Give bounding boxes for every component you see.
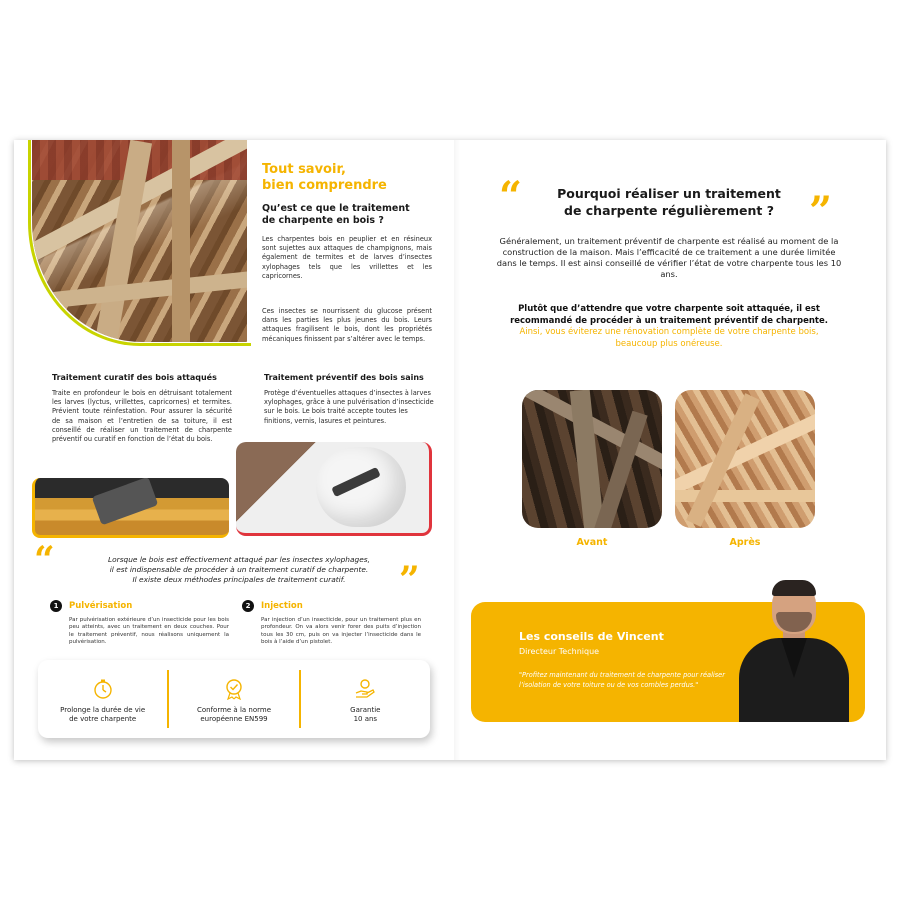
- protective-suit-spraying-photo: [236, 442, 432, 536]
- certified-badge-icon: [223, 678, 245, 700]
- guarantees-card: [38, 660, 430, 738]
- guarantee-norm: Conforme à la norme européenne EN599: [169, 674, 298, 725]
- preventive-text: Protège d’éventuelles attaques d’insectes à larves xylophages, grâce à une pulvérisation d’insecticide sur le bois. Le bois traité accepte toutes les finitions, vernis, lasures et peintures.: [264, 389, 434, 425]
- right-page-title: Pourquoi réaliser un traitement de charpente régulièrement ?: [557, 186, 781, 218]
- advisor-title: Les conseils de Vincent: [519, 630, 664, 643]
- step-number-1: 1: [50, 600, 62, 612]
- step-number-2: 2: [242, 600, 254, 612]
- curative-title: Traitement curatif des bois attaqués: [52, 373, 217, 382]
- hand-coin-icon: [354, 678, 376, 700]
- brochure-spread: [14, 140, 886, 760]
- before-photo: [522, 390, 662, 528]
- after-photo: [675, 390, 815, 528]
- after-label: Après: [729, 537, 761, 548]
- close-quote-icon: ”: [399, 559, 420, 601]
- page-fold: [454, 140, 460, 760]
- intro-paragraph-2: Ces insectes se nourrissent du glucose présent dans les parties les plus jeunes du bois. Leurs attaques fragilisent le bois, dont les propriétés mécaniques finissent par s’altérer avec le temps.: [262, 307, 432, 343]
- step-title-spraying: Pulvérisation: [69, 601, 133, 611]
- section-subtitle: Qu’est ce que le traitement de charpente en bois ?: [262, 203, 410, 226]
- curative-quote: Lorsque le bois est effectivement attaqué par les insectes xylophages, il est indispensable de procéder à un traitement curatif de charpente. Il existe deux méthodes principales de traitement curatif.: [108, 555, 370, 584]
- open-quote-icon: “: [499, 173, 523, 220]
- advisor-quote: "Profitez maintenant du traitement de charpente pour réaliser l’isolation de votre toiture ou de vos combles perdus.": [519, 671, 725, 689]
- section-title: Tout savoir, bien comprendre: [262, 162, 387, 193]
- recommendation: Plutôt que d’attendre que votre charpente soit attaquée, il est recommandé de procéder à un traitement préventif de charpente. Ainsi, vous éviterez une rénovation complète de votre charpente bois, beaucoup plus onéreuse.: [510, 304, 828, 349]
- guarantee-ten-years: Garantie 10 ans: [301, 674, 430, 725]
- advisor-portrait: [739, 576, 849, 722]
- open-quote-icon: “: [34, 539, 55, 581]
- right-paragraph: Généralement, un traitement préventif de charpente est réalisé au moment de la construction de la maison. Mais l’efficacité de ce traitement a une durée limitée dans le temps. Il est ainsi conseillé de vérifier l’état de votre charpente tous les 10 ans.: [496, 236, 842, 279]
- step-text-injection: Par injection d’un insecticide, pour un traitement plus en profondeur. On va alors venir forer des puits d’injection tous les 30 cm, puis on va injecter l’insecticide dans le bois à l’aide d’un pistolet.: [261, 617, 421, 645]
- close-quote-icon: ”: [809, 188, 833, 235]
- advisor-role: Directeur Technique: [519, 647, 600, 656]
- before-label: Avant: [576, 537, 608, 548]
- step-text-spraying: Par pulvérisation extérieure d’un insecticide pour les bois peu atteints, avec un traitement en deux couches. Pour le traitement préventif, nous réalisons uniquement la pulvérisation.: [69, 617, 229, 645]
- guarantee-lifespan: Prolonge la durée de vie de votre charpente: [38, 674, 167, 725]
- intro-paragraph-1: Les charpentes bois en peuplier et en résineux sont sujettes aux attaques de champignons, mais également de termites et de larves d’insectes xylophages tels que les vrillettes et les capricornes.: [262, 235, 432, 280]
- preventive-title: Traitement préventif des bois sains: [264, 373, 424, 382]
- timer-icon: [92, 678, 114, 700]
- spraying-wood-photo: [32, 478, 229, 538]
- curative-text: Traite en profondeur le bois en détruisant totalement les larves (lyctus, vrillettes, capricornes) et termites. Prévient toute réinfestation. Pour assurer la sécurité de sa maison et l’entretien de sa toiture, il est conseillé de réaliser un traitement de charpente préventif ou curatif en fonction de l’état du bois.: [52, 389, 232, 444]
- step-title-injection: Injection: [261, 601, 303, 611]
